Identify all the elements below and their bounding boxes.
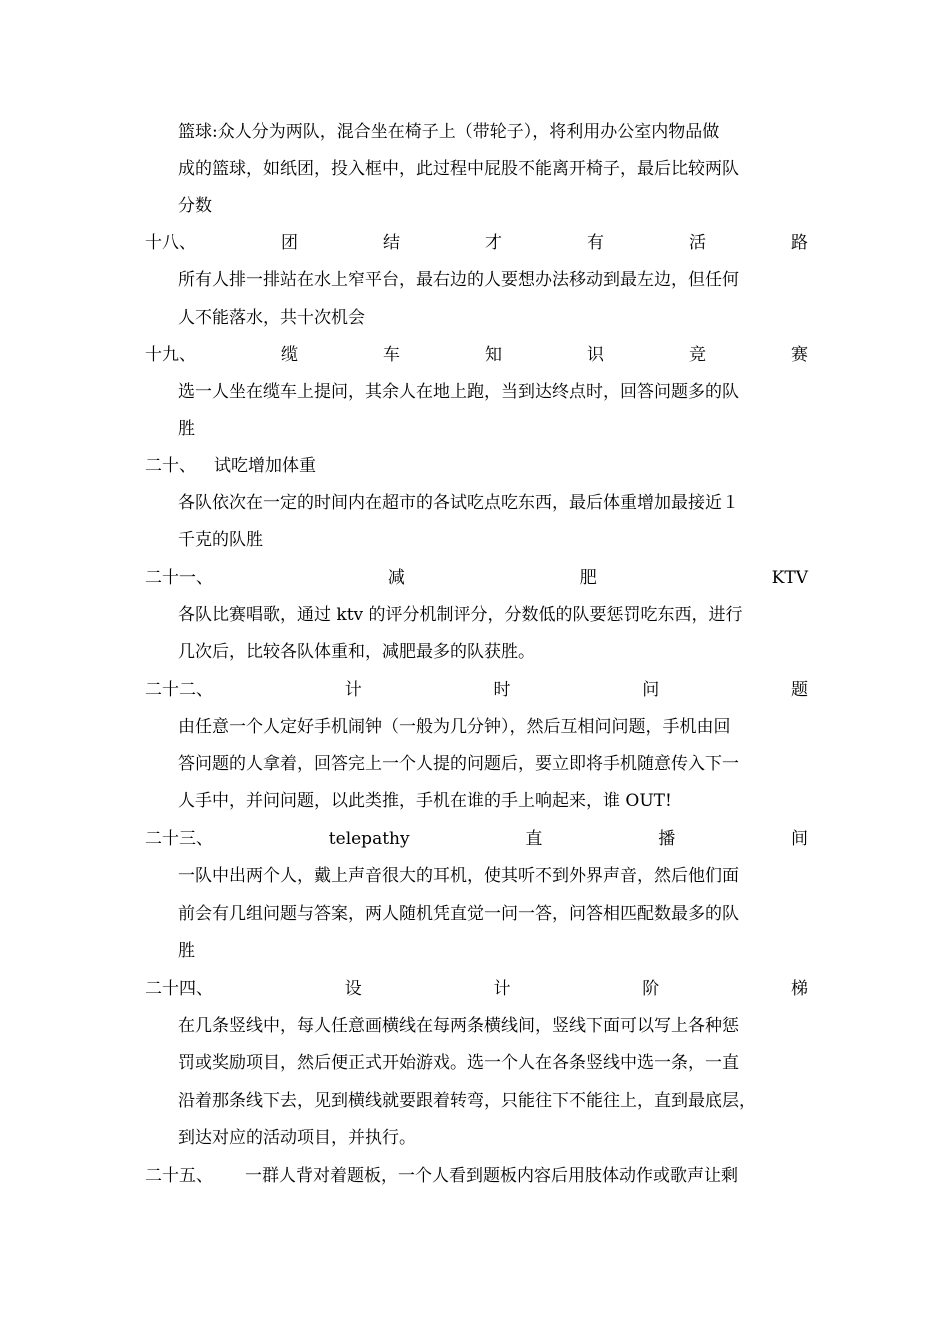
- heading-char: 竞: [689, 345, 706, 365]
- body-line: 人不能落水，共十次机会: [178, 308, 365, 328]
- section-number: 二十五、: [145, 1166, 213, 1186]
- heading-char: 梯: [791, 979, 808, 999]
- section-title: 试吃增加体重: [214, 456, 316, 476]
- section-heading: [145, 448, 808, 485]
- body-line: 几次后，比较各队体重和，减肥最多的队获胜。: [178, 642, 535, 662]
- section-number: 二十三、: [145, 829, 213, 849]
- body-line: 沿着那条线下去，见到横线就要跟着转弯，只能往下不能往上，直到最底层，: [178, 1091, 756, 1111]
- heading-char: 团: [281, 233, 298, 253]
- body-line: 选一人坐在缆车上提问，其余人在地上跑，当到达终点时，回答问题多的队: [178, 382, 739, 402]
- section-title: 一群人背对着题板，一个人看到题板内容后用肢体动作或歌声让剩: [245, 1166, 738, 1186]
- section-heading: [145, 1158, 808, 1195]
- section-number: 二十一、: [145, 568, 213, 588]
- section-number: 二十四、: [145, 979, 213, 999]
- heading-char: 问: [642, 680, 660, 700]
- body-line: 各队比赛唱歌，通过 ktv 的评分机制评分，分数低的队要惩罚吃东西，进行: [178, 605, 743, 625]
- body-line: 由任意一个人定好手机闹钟（一般为几分钟），然后互相问问题，手机由回: [178, 717, 731, 737]
- heading-char: 题: [791, 680, 808, 700]
- heading-char: KTV: [771, 568, 808, 588]
- heading-char: 播: [658, 829, 676, 849]
- section-heading: [145, 672, 808, 709]
- heading-char: 车: [383, 345, 400, 365]
- heading-char: 结: [383, 233, 400, 253]
- section-heading: [145, 971, 808, 1008]
- heading-word: telepathy: [328, 829, 410, 849]
- heading-char: 肥: [579, 568, 597, 588]
- body-line: 罚或奖励项目，然后便正式开始游戏。选一个人在各条竖线中选一条，一直: [178, 1053, 739, 1073]
- body-line: 千克的队胜: [178, 530, 263, 550]
- heading-char: 计: [493, 979, 511, 999]
- body-line: 篮球:众人分为两队，混合坐在椅子上（带轮子），将利用办公室内物品做: [178, 122, 720, 142]
- heading-char: 赛: [791, 345, 808, 365]
- section-number: 十八、: [145, 233, 196, 253]
- section-number: 二十、: [145, 456, 196, 476]
- heading-char: 知: [485, 345, 502, 365]
- heading-char: 识: [587, 345, 604, 365]
- body-line: 在几条竖线中，每人任意画横线在每两条横线间，竖线下面可以写上各种惩: [178, 1016, 739, 1036]
- body-line: 成的篮球，如纸团，投入框中，此过程中屁股不能离开椅子，最后比较两队: [178, 159, 739, 179]
- heading-char: 阶: [642, 979, 660, 999]
- body-line: 所有人排一排站在水上窄平台，最右边的人要想办法移动到最左边，但任何: [178, 270, 739, 290]
- body-line: 答问题的人拿着，回答完上一个人提的问题后，要立即将手机随意传入下一: [178, 754, 739, 774]
- body-line: 人手中，并问问题，以此类推，手机在谁的手上响起来，谁 OUT!: [178, 791, 672, 811]
- section-number: 十九、: [145, 345, 196, 365]
- heading-char: 直: [525, 829, 543, 849]
- heading-char: 才: [485, 233, 502, 253]
- heading-char: 减: [387, 568, 405, 588]
- section-heading: [145, 821, 808, 858]
- heading-char: 计: [344, 680, 362, 700]
- section-heading: [145, 337, 808, 374]
- heading-char: 时: [493, 680, 511, 700]
- heading-char: 路: [791, 233, 808, 253]
- section-number: 二十二、: [145, 680, 213, 700]
- body-line: 分数: [178, 196, 212, 216]
- section-heading: [145, 225, 808, 262]
- section-heading: [145, 560, 808, 597]
- heading-char: 有: [587, 233, 604, 253]
- body-line: 一队中出两个人，戴上声音很大的耳机，使其听不到外界声音，然后他们面: [178, 866, 739, 886]
- body-line: 前会有几组问题与答案，两人随机凭直觉一问一答，问答相匹配数最多的队: [178, 904, 739, 924]
- heading-char: 缆: [281, 345, 298, 365]
- heading-char: 活: [689, 233, 706, 253]
- body-line: 各队依次在一定的时间内在超市的各试吃点吃东西，最后体重增加最接近１: [178, 493, 739, 513]
- heading-char: 设: [344, 979, 362, 999]
- body-line: 胜: [178, 419, 195, 439]
- body-line: 到达对应的活动项目，并执行。: [178, 1128, 416, 1148]
- heading-char: 间: [790, 829, 808, 849]
- body-line: 胜: [178, 941, 195, 961]
